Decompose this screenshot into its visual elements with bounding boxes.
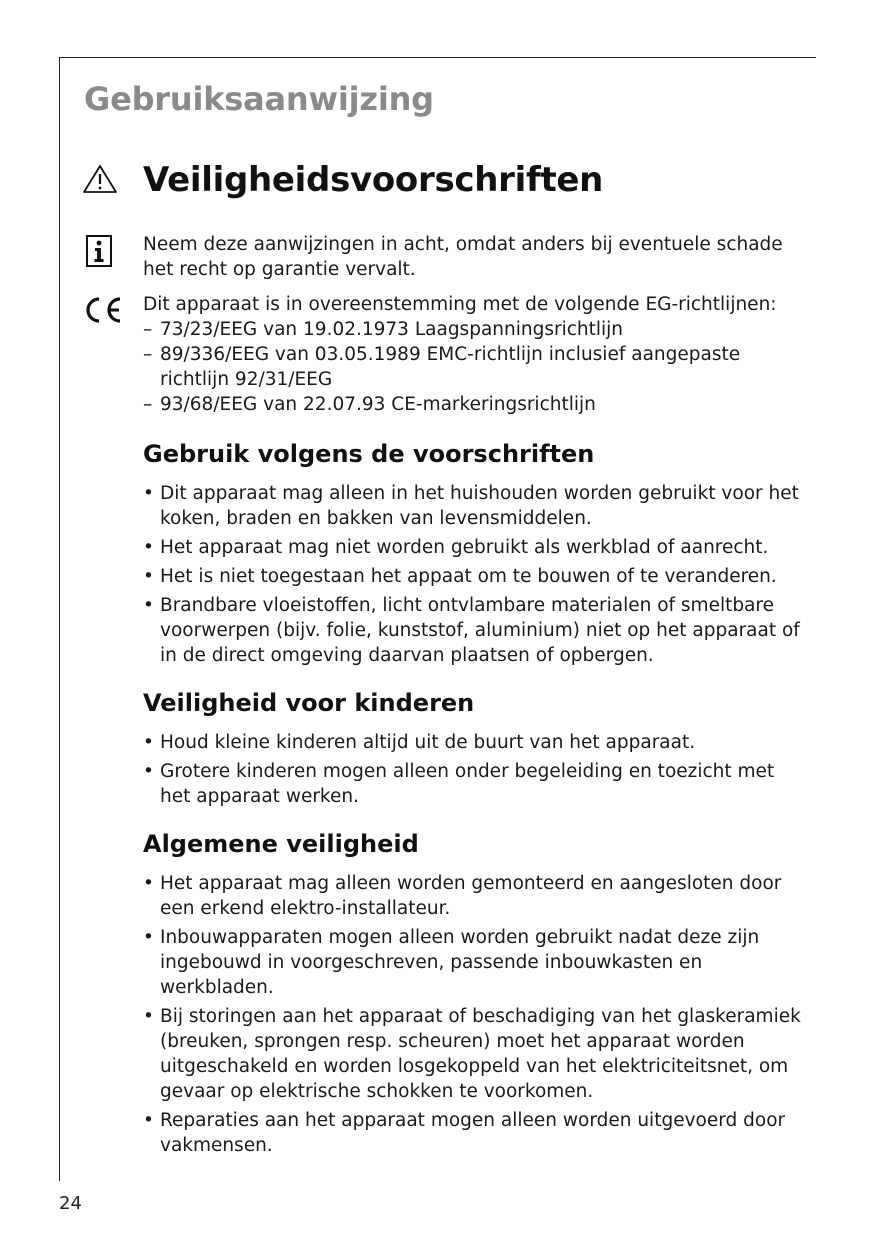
page-number: 24 <box>59 1193 82 1214</box>
compliance-list <box>143 317 803 417</box>
compliance-intro: Dit apparaat is in overeenstemming met de volgende EG-richtlijnen: <box>143 294 777 315</box>
list-item: • Brandbare vloeistoffen, licht ontvlambare materialen of smeltbare voorwerpen (bijv. folie, kunststof, aluminium) niet op het apparaat of in de direct omgeving daarvan plaatsen of opbergen. <box>143 593 803 668</box>
list-item: • Reparaties aan het apparaat mogen alleen worden uitgevoerd door vakmensen. <box>143 1108 803 1158</box>
compliance-item: – 73/23/EEG van 19.02.1973 Laagspanningsrichtlijn <box>143 317 803 342</box>
page-frame-top-rule <box>59 57 816 58</box>
manual-header: Gebruiksaanwijzing <box>84 80 434 118</box>
list-item: • Grotere kinderen mogen alleen onder begeleiding en toezicht met het apparaat werken. <box>143 759 803 809</box>
page-frame-left-rule <box>59 57 60 1181</box>
list-item: • Het is niet toegestaan het appaat om te bouwen of te veranderen. <box>143 564 803 589</box>
warranty-note: Neem deze aanwijzingen in acht, omdat anders bij eventuele schade het recht op garantie vervalt. <box>143 234 783 280</box>
ce-mark-icon <box>82 294 124 326</box>
warning-triangle-icon <box>82 164 118 194</box>
list-item: • Dit apparaat mag alleen in het huishouden worden gebruikt voor het koken, braden en bakken van levensmiddelen. <box>143 481 803 531</box>
intended-use-list <box>143 481 803 668</box>
section-heading-child-safety: Veiligheid voor kinderen <box>143 689 475 717</box>
compliance-item: – 89/336/EEG van 03.05.1989 EMC-richtlijn inclusief aangepaste richtlijn 92/31/EEG <box>143 342 803 392</box>
list-item: • Inbouwapparaten mogen alleen worden gebruikt nadat deze zijn ingebouwd in voorgeschreven, passende inbouwkasten en werkbladen. <box>143 925 803 1000</box>
list-item: • Het apparaat mag alleen worden gemonteerd en aangesloten door een erkend elektro-installateur. <box>143 871 803 921</box>
general-safety-list <box>143 871 803 1158</box>
info-icon <box>86 235 112 267</box>
section-heading-intended-use: Gebruik volgens de voorschriften <box>143 440 595 468</box>
list-item: • Houd kleine kinderen altijd uit de buurt van het apparaat. <box>143 730 803 755</box>
page-title: Veiligheidsvoorschriften <box>143 160 604 200</box>
list-item: • Bij storingen aan het apparaat of beschadiging van het glaskeramiek (breuken, sprongen resp. scheuren) moet het apparaat worden uitgeschakeld en worden losgekoppeld van het elektriciteitsnet, om gevaar op elektrische schokken te voorkomen. <box>143 1004 803 1104</box>
child-safety-list <box>143 730 803 809</box>
list-item: • Het apparaat mag niet worden gebruikt als werkblad of aanrecht. <box>143 535 803 560</box>
main-content <box>143 232 803 1162</box>
section-heading-general-safety: Algemene veiligheid <box>143 830 419 858</box>
compliance-item: – 93/68/EEG van 22.07.93 CE-markeringsrichtlijn <box>143 392 803 417</box>
